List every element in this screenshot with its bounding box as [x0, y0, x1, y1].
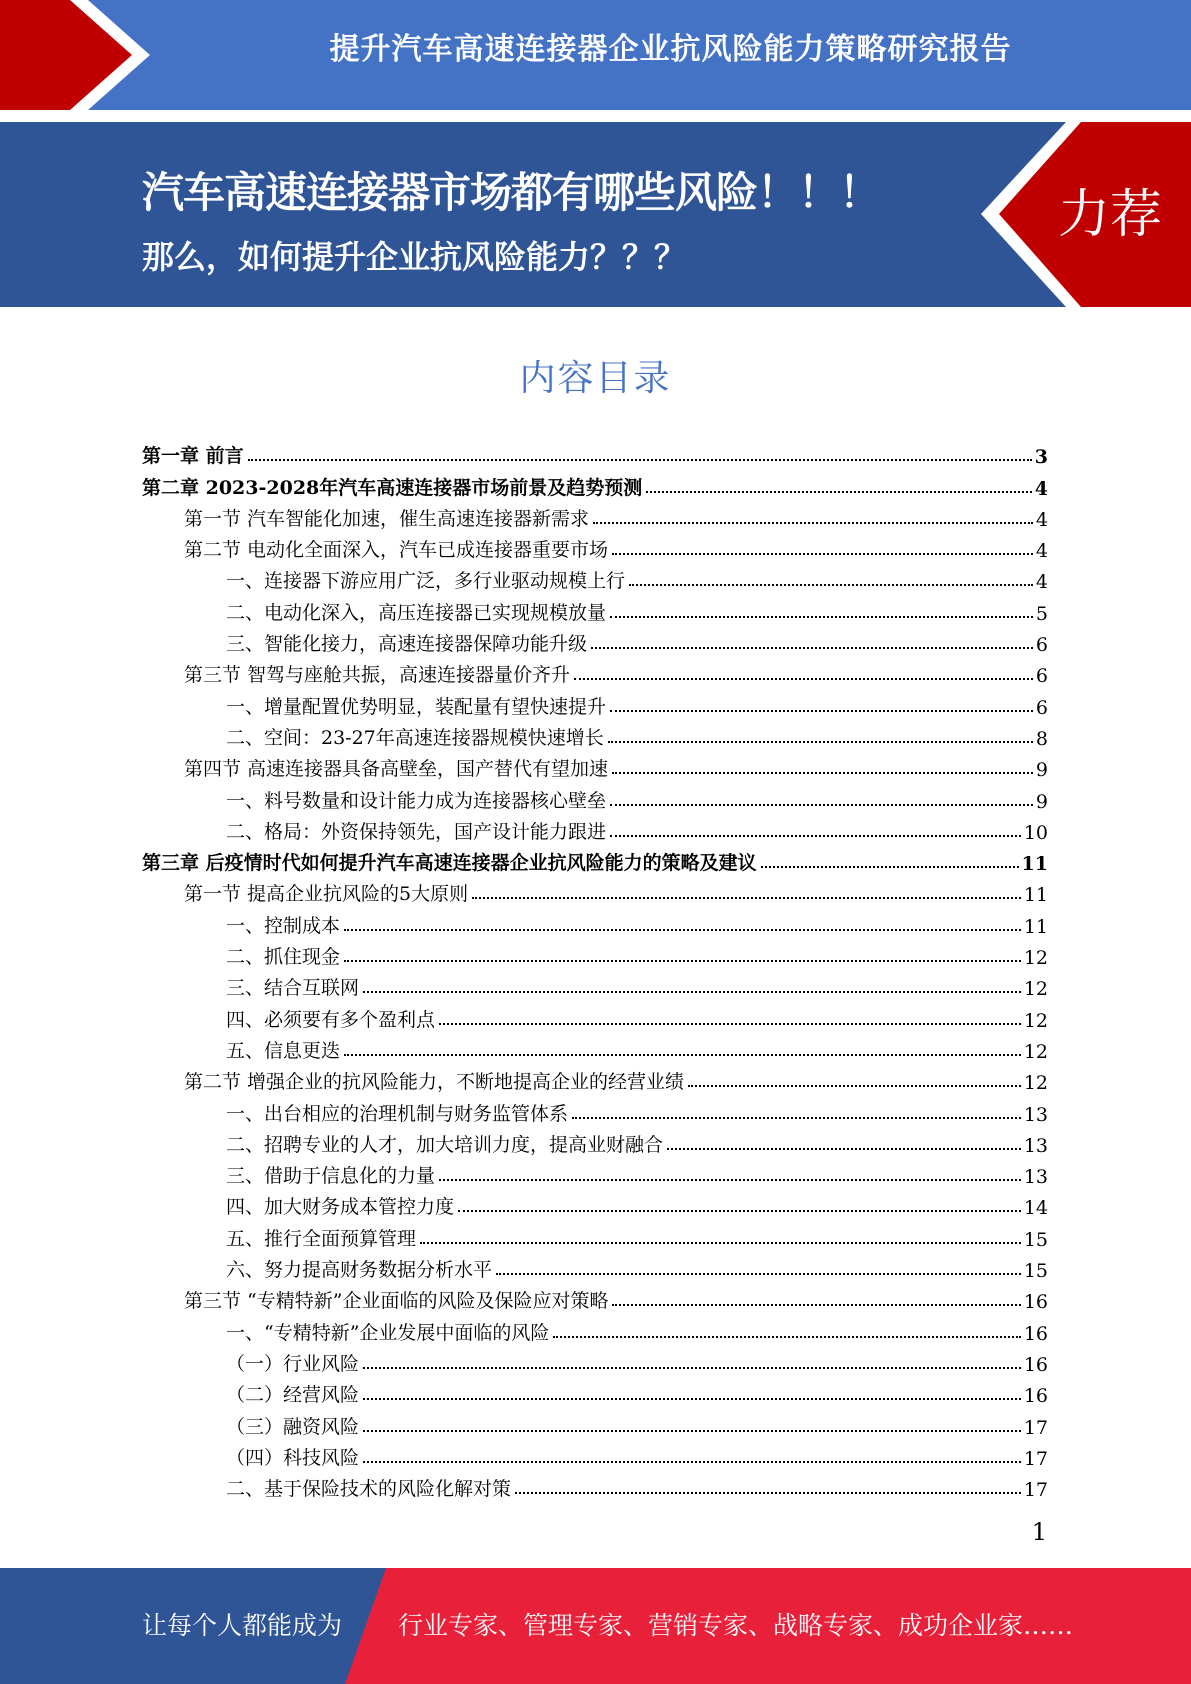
- toc-entry[interactable]: [142, 1219, 1048, 1250]
- toc-dot-leader: [344, 960, 1021, 962]
- toc-entry[interactable]: [142, 969, 1048, 1000]
- toc-entry-title: 六、努力提高财务数据分析水平: [226, 1259, 493, 1282]
- toc-entry[interactable]: [142, 875, 1048, 906]
- toc-entry-page: 11: [1023, 915, 1048, 938]
- hero-banner: [0, 122, 1191, 307]
- toc-dot-leader: [363, 1430, 1021, 1432]
- toc-dot-leader: [344, 929, 1021, 931]
- page-number: 1: [1031, 1518, 1047, 1546]
- toc-entry-page: 17: [1023, 1479, 1048, 1502]
- toc-entry-page: 16: [1023, 1385, 1048, 1408]
- toc-entry[interactable]: [142, 1376, 1048, 1407]
- toc-dot-leader: [248, 459, 1032, 461]
- toc-entry-title: 五、推行全面预算管理: [226, 1227, 417, 1250]
- toc-entry-page: 11: [1023, 884, 1048, 907]
- toc-entry[interactable]: [142, 1345, 1048, 1376]
- toc-entry-title: 第二节 电动化全面深入，汽车已成连接器重要市场: [184, 539, 609, 562]
- hero-subheadline: 那么，如何提升企业抗风险能力？？？: [142, 238, 687, 276]
- toc-entry-title: 三、借助于信息化的力量: [226, 1165, 436, 1188]
- toc-entry[interactable]: [142, 1000, 1048, 1031]
- toc-entry-page: 12: [1023, 1009, 1048, 1032]
- toc-entry-title: 二、格局：外资保持领先，国产设计能力跟进: [226, 820, 607, 843]
- toc-entry-page: 15: [1023, 1260, 1048, 1283]
- toc-entry-title: 三、结合互联网: [226, 977, 360, 1000]
- toc-entry[interactable]: [142, 531, 1048, 562]
- toc-entry[interactable]: [142, 1126, 1048, 1157]
- footer-slogan-right: 行业专家、管理专家、营销专家、战略专家、成功企业家……: [398, 1611, 1074, 1640]
- toc-entry[interactable]: [142, 750, 1048, 781]
- footer-slogan-left: 让每个人都能成为: [142, 1611, 343, 1640]
- toc-entry-page: 6: [1035, 696, 1048, 719]
- toc-entry[interactable]: [142, 1157, 1048, 1188]
- toc-entry[interactable]: [142, 906, 1048, 937]
- toc-dot-leader: [610, 835, 1021, 837]
- toc-title: 内容目录: [519, 358, 672, 399]
- toc-entry-page: 6: [1035, 634, 1048, 657]
- toc-dot-leader: [629, 584, 1033, 586]
- toc-entry-title: 四、加大财务成本管控力度: [226, 1196, 455, 1219]
- toc-entry-page: 13: [1023, 1103, 1048, 1126]
- toc-entry-title: 第一节 汽车智能化加速，催生高速连接器新需求: [184, 507, 590, 530]
- toc-entry-title: （一）行业风险: [226, 1352, 360, 1375]
- toc-entry[interactable]: [142, 1282, 1048, 1313]
- toc-dot-leader: [612, 1304, 1020, 1306]
- footer-band: [0, 1568, 1191, 1684]
- toc-entry-title: （二）经营风险: [226, 1384, 360, 1407]
- toc-entry-page: 12: [1023, 1072, 1048, 1095]
- hero-headline: 汽车高速连接器市场都有哪些风险！！！: [142, 168, 881, 217]
- toc-entry-page: 5: [1035, 602, 1048, 625]
- toc-entry[interactable]: [142, 1251, 1048, 1282]
- toc-entry[interactable]: [142, 656, 1048, 687]
- toc-dot-leader: [363, 1461, 1021, 1463]
- toc-dot-leader: [515, 1492, 1021, 1494]
- toc-entry-page: 9: [1035, 790, 1048, 813]
- toc-dot-leader: [610, 710, 1033, 712]
- toc-entry-page: 8: [1035, 727, 1048, 750]
- toc-entry-title: 一、连接器下游应用广泛，多行业驱动规模上行: [226, 570, 626, 593]
- toc-entry[interactable]: [142, 1094, 1048, 1125]
- toc-entry-title: 二、抓住现金: [226, 946, 341, 969]
- toc-entry-page: 3: [1034, 446, 1048, 469]
- toc-dot-leader: [472, 897, 1021, 899]
- toc-entry-title: 四、必须要有多个盈利点: [226, 1008, 436, 1031]
- toc-entry-title: 一、增量配置优势明显，装配量有望快速提升: [226, 695, 607, 718]
- toc-entry[interactable]: [142, 813, 1048, 844]
- toc-dot-leader: [593, 522, 1033, 524]
- toc-entry-title: 第四节 高速连接器具备高壁垒，国产替代有望加速: [184, 758, 609, 781]
- toc-dot-leader: [439, 1179, 1021, 1181]
- toc-entry-title: 一、料号数量和设计能力成为连接器核心壁垒: [226, 789, 607, 812]
- toc-entry-page: 13: [1023, 1166, 1048, 1189]
- toc-entry[interactable]: [142, 1470, 1048, 1501]
- toc-entry-page: 12: [1023, 947, 1048, 970]
- toc-entry-page: 17: [1023, 1416, 1048, 1439]
- toc-entry-title: 二、基于保险技术的风险化解对策: [226, 1478, 512, 1501]
- toc-dot-leader: [496, 1273, 1021, 1275]
- toc-dot-leader: [439, 1023, 1021, 1025]
- toc-entry-title: 二、招聘专业的人才，加大培训力度，提高业财融合: [226, 1133, 664, 1156]
- toc-entry[interactable]: [142, 1407, 1048, 1438]
- toc-entry-title: 第一章 前言: [142, 445, 244, 468]
- report-title: 提升汽车高速连接器企业抗风险能力策略研究报告: [329, 32, 1012, 67]
- toc-entry-page: 13: [1023, 1134, 1048, 1157]
- toc-entry[interactable]: [142, 562, 1048, 593]
- toc-entry-title: 一、出台相应的治理机制与财务监管体系: [226, 1102, 569, 1125]
- toc-entry[interactable]: [142, 1439, 1048, 1470]
- toc-entry-title: 第二章 2023-2028年汽车高速连接器市场前景及趋势预测: [142, 476, 643, 499]
- toc-dot-leader: [667, 1148, 1021, 1150]
- toc-entry[interactable]: [142, 1063, 1048, 1094]
- toc-dot-leader: [610, 804, 1033, 806]
- toc-entry[interactable]: [142, 1032, 1048, 1063]
- toc-entry[interactable]: [142, 1188, 1048, 1219]
- toc-entry[interactable]: [142, 687, 1048, 718]
- toc-entry[interactable]: [142, 1313, 1048, 1344]
- toc-entry-page: 16: [1023, 1291, 1048, 1314]
- toc-entry-title: 第三节 “专精特新”企业面临的风险及保险应对策略: [184, 1290, 609, 1313]
- toc-entry-page: 16: [1023, 1322, 1048, 1345]
- toc-entry-title: 三、智能化接力，高速连接器保障功能升级: [226, 633, 588, 656]
- toc-entry-page: 6: [1035, 665, 1048, 688]
- table-of-contents: [142, 437, 1048, 1501]
- toc-dot-leader: [553, 1336, 1020, 1338]
- toc-entry-title: （四）科技风险: [226, 1446, 360, 1469]
- toc-dot-leader: [572, 1117, 1021, 1119]
- toc-entry-page: 12: [1023, 1040, 1048, 1063]
- toc-entry-title: 第三章 后疫情时代如何提升汽车高速连接器企业抗风险能力的策略及建议: [142, 852, 757, 875]
- toc-entry-page: 12: [1023, 978, 1048, 1001]
- toc-entry[interactable]: [142, 437, 1048, 468]
- toc-entry-title: 一、控制成本: [226, 914, 341, 937]
- red-arrow-decoration: [0, 0, 150, 110]
- toc-dot-leader: [458, 1210, 1021, 1212]
- toc-dot-leader: [344, 1054, 1021, 1056]
- toc-entry-page: 17: [1023, 1447, 1048, 1470]
- toc-entry[interactable]: [142, 938, 1048, 969]
- toc-dot-leader: [363, 991, 1021, 993]
- toc-dot-leader: [363, 1367, 1021, 1369]
- toc-entry-title: 第三节 智驾与座舱共振，高速连接器量价齐升: [184, 664, 571, 687]
- toc-dot-leader: [420, 1242, 1021, 1244]
- toc-entry-page: 4: [1035, 540, 1048, 563]
- toc-entry[interactable]: [142, 781, 1048, 812]
- toc-entry-page: 10: [1023, 821, 1048, 844]
- toc-dot-leader: [612, 772, 1033, 774]
- toc-entry-title: 二、空间：23-27年高速连接器规模快速增长: [226, 726, 604, 749]
- toc-dot-leader: [688, 1085, 1021, 1087]
- toc-dot-leader: [612, 553, 1033, 555]
- toc-entry-page: 11: [1021, 853, 1048, 876]
- toc-entry-title: 第二节 增强企业的抗风险能力，不断地提高企业的经营业绩: [184, 1071, 685, 1094]
- toc-entry-page: 16: [1023, 1353, 1048, 1376]
- toc-dot-leader: [646, 491, 1032, 493]
- toc-dot-leader: [363, 1398, 1021, 1400]
- toc-entry-page: 15: [1023, 1228, 1048, 1251]
- toc-entry[interactable]: [142, 468, 1048, 499]
- toc-dot-leader: [608, 741, 1033, 743]
- toc-dot-leader: [761, 866, 1019, 868]
- toc-entry-title: 五、信息更迭: [226, 1039, 341, 1062]
- toc-entry[interactable]: [142, 625, 1048, 656]
- toc-entry[interactable]: [142, 500, 1048, 531]
- toc-entry[interactable]: [142, 719, 1048, 750]
- toc-dot-leader: [591, 647, 1033, 649]
- toc-entry-title: 一、“专精特新”企业发展中面临的风险: [226, 1321, 550, 1344]
- toc-entry-title: （三）融资风险: [226, 1415, 360, 1438]
- toc-entry-title: 二、电动化深入，高压连接器已实现规模放量: [226, 601, 607, 624]
- toc-entry-title: 第一节 提高企业抗风险的5大原则: [184, 883, 469, 906]
- recommend-badge: 力荐: [1058, 185, 1163, 245]
- toc-entry-page: 4: [1034, 477, 1048, 500]
- toc-entry[interactable]: [142, 844, 1048, 875]
- toc-entry-page: 4: [1035, 508, 1048, 531]
- top-header-band: [0, 0, 1191, 110]
- toc-dot-leader: [610, 616, 1033, 618]
- toc-entry-page: 14: [1023, 1197, 1048, 1220]
- toc-entry-page: 4: [1035, 571, 1048, 594]
- toc-entry[interactable]: [142, 593, 1048, 624]
- toc-entry-page: 9: [1035, 759, 1048, 782]
- toc-dot-leader: [574, 678, 1033, 680]
